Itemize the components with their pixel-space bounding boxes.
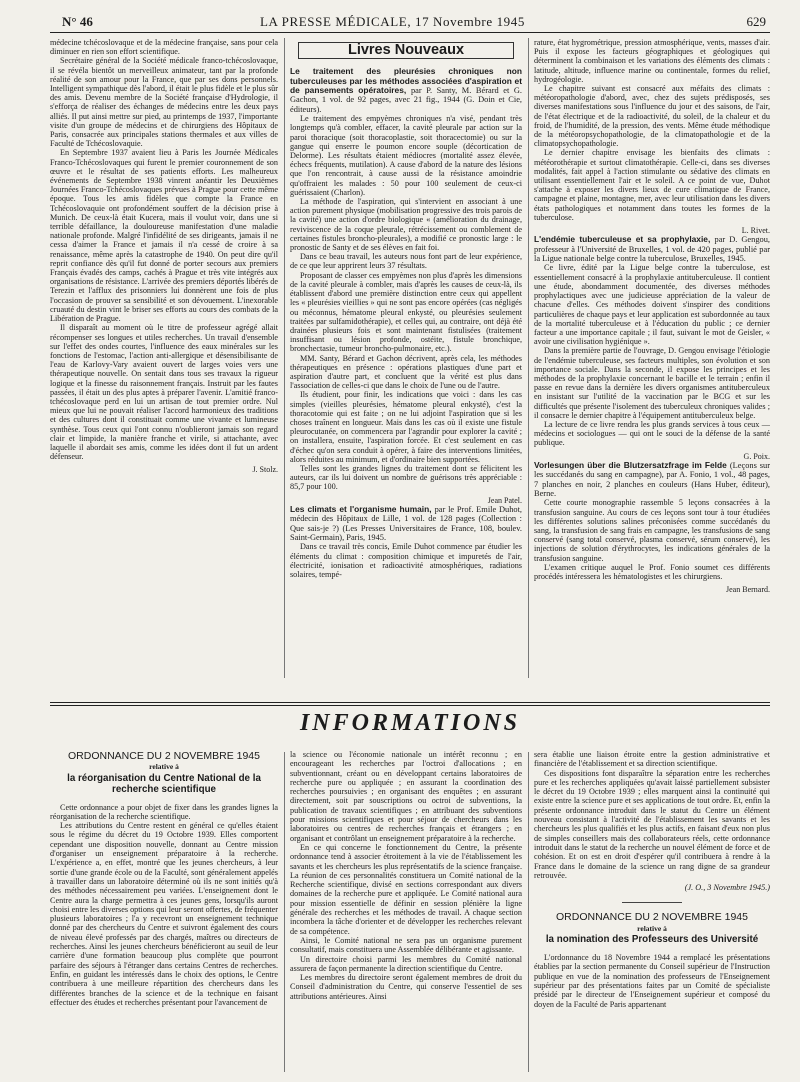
book-title [534, 461, 770, 499]
paragraph: Telles sont les grandes lignes du traitement dont se félicitent les auteurs, car ils lui doivent un nombre de guérisons très appréciable : 85,7 pour 100. [290, 463, 522, 492]
signature: Jean Bernard. [726, 585, 770, 595]
book-title [290, 505, 522, 543]
column-rule [284, 752, 285, 1072]
page-number: 629 [746, 14, 766, 29]
paragraph: médecine tchécoslovaque et de la médecine française, sans pour cela diminuer en rien son effort scientifique. [50, 38, 278, 57]
book-title-text: Le traitement des pleurésies chroniques non tuberculeuses par les méthodes associées d'aspiration et de pansements opératoires, [290, 66, 522, 96]
paragraph: Dans ce travail très concis, Emile Duhot commence par étudier les éléments du climat : composition chimique et impuretés de l'air, électricité, ionisation et radioactivité atmosphériques, radiations solaires, tempé- [290, 542, 522, 579]
book-meta: par P. Santy, M. Bérard et G. Gachon, 1 vol. de 92 pages, avec 21 fig., 1944 (G. Doin et Cie, éditeurs). [290, 86, 522, 114]
paragraph: Le dernier chapitre envisage les bienfaits des climats : météorothérapie et surtout climatothérapie. Celle-ci, dans ses diverses modalités, fait appel à l'action stimulante ou sédative des climats en utilisant essentiellement l'air et le soleil. A ce point de vue, Duhot s'attache à exposer les divers lieux de cure climatique de France, campagne et plaine, montagne, mer, avec leur utilisation dans les divers états pathologiques et notamment dans toutes les formes de la tuberculose. [534, 148, 770, 222]
ordinance-heading: ORDONNANCE DU 2 NOVEMBRE 1945 [556, 911, 748, 924]
book-title [290, 67, 522, 114]
paragraph: Proposant de classer ces empyèmes non plus d'après les dimensions de la cavité pleurale à combler, mais d'après les causes de ceux-là, ils établissent d'abord une première distinction entre ceux qui appellent les « pleurésies vieillies » qui ne sont pas encore opérées (cas négligés ou méconnus, hématome pleural enkysté, ou pleurésies seulement traitées par sulfamidothérapie), et celles qui, au contraire, ont déjà été drainées plusieurs fois et sont maintenant fistulisées (traitement insuffisant ou lésion profonde, ostéite, fistule bronchique, bronchectasie, tumeur broncho-pulmonaire, etc.). [290, 270, 522, 354]
paragraph: L'examen critique auquel le Prof. Fonio soumet ces différents procédés intéressera les hématologistes et les chirurgiens. [534, 562, 770, 581]
page-header [50, 10, 770, 33]
paragraph: Cette ordonnance a pour objet de fixer dans les grandes lignes la réorganisation de la recherche scientifique. [50, 802, 278, 821]
signature: J. Stolz. [252, 465, 278, 475]
ordinance-heading: ORDONNANCE DU 2 NOVEMBRE 1945 [68, 750, 260, 762]
book-reviews-column-2 [534, 38, 770, 688]
ordinance-subject: la réorganisation du Centre National de la recherche scientifique [67, 772, 261, 795]
info-column-2 [290, 750, 522, 1070]
paragraph: la science ou l'économie nationale un intérêt reconnu ; en encourageant les recherches par l'octroi d'allocations ; en subventionnant, créant ou en développant certains laboratoires de recherche pure ou appliquée ; en assurant la coordination des recherches poursuivies ; en organisant des enquêtes ; en assurant directement, soit par souscriptions ou octroi de subventions, la publication de travaux scientifiques ; en attribuant des subventions pour missions scientifiques et pour séjour de chercheurs dans les laboratoires ou centres de recherches français et étrangers ; en organisant et contrôlant un enseignement préparatoire à la recherche. [290, 750, 522, 843]
issue-number: N° 46 [62, 14, 93, 29]
book-meta: (Leçons sur les succédanés du sang en campagne), par A. Fonio, 1 vol., 48 pages, 7 planches en noir, 2 planches en couleurs (Hans Huber, éditeur), Berne. [534, 460, 770, 498]
paragraph: Un directoire choisi parmi les membres du Comité national assurera de façon permanente la direction scientifique du Centre. [290, 954, 522, 973]
divider [622, 902, 682, 903]
paragraph: MM. Santy, Bérard et Gachon décrivent, après cela, les méthodes thérapeutiques en présence : opérations plastiques d'une part et aspiration d'autre part, et concluent que la vérité est plus dans l'association de celles-ci que dans le choix de l'une ou de l'autre. [290, 353, 522, 391]
paragraph: Cette courte monographie rassemble 5 leçons consacrées à la transfusion sanguine. Au cours de ces leçons sont tour à tour étudiées les différentes solutions salines préconisées comme succédanés du sang, la transfusion de sang frais en campagne, les transfusions de sang conservé (sang total conservé, plasma conservé, sérum conservé), les injections de solution d'érythrocytes, les indications générales de la transfusion sanguine. [534, 498, 770, 563]
obituary-column [50, 38, 278, 688]
paragraph: L'ordonnance du 18 Novembre 1944 a remplacé les présentations établies par la section permanente du Conseil supérieur de l'Instruction publique en vue de la nomination des professeurs de l'Enseignement supérieur par des présentations faites par un Comité de spécialiste présidé par le directeur de l'Enseignement supérieur et composé du doyen de la Faculté de Paris appartenant [534, 953, 770, 1009]
paragraph: Ils étudient, pour finir, les indications que voici : dans les cas simples (vieilles pleurésies, hématome pleural enkysté), c'est la thoracotomie qui est faite ; on ne lui adjoint l'aspiration que si les choses traînent en longueur. Mais dans les cas où il existe une fistule pleurocutanée, on commencera par l'agrandir pour explorer la cavité ; on installera, ensuite, l'aspiration forcée. Et c'est seulement en cas d'échec qu'on sera conduit à opérer, à faire des interventions limitées, alors réduites au minimum, et d'ordinaire bien supportées. [290, 390, 522, 464]
paragraph: Ce livre, édité par la Ligue belge contre la tuberculose, est essentiellement consacré à la prophylaxie antituberculeuse. Il contient une étude, abondamment documentée, des diverses méthodes prophylactiques avec une judicieuse appréciation de la valeur de chacune d'elles. Ces méthodes doivent s'inspirer des conditions particulières de chaque pays et leur application est subordonnée au taux de la mortalité tuberculeuse et à l'éducation du public ; ce dernier facteur a une importance capitale ; il faut, suivant le mot de Geisler, « avoir une civilisation hygiénique ». [534, 263, 770, 347]
paragraph: sera établie une liaison étroite entre la gestion administrative et financière de l'établissement et sa direction scientifique. [534, 750, 770, 769]
book-meta: par D. Gengou, professeur à l'Université de Bruxelles, 1 vol. de 420 pages, publié par la Ligue nationale belge contre la tuberculose, Bruxelles, 1945. [534, 235, 770, 264]
paragraph: En ce qui concerne le fonctionnement du Centre, la présente ordonnance tend à associer étroitement à la vie de l'établissement les savants et les chercheurs les plus représentatifs de la science française. La réunion de ces personnalités constituera un Comité national de la Recherche scientifique, divisé en sections correspondant aux divers domaines de la recherche pure et appliquée. Le Comité national aura pour mission essentielle de définir en session plénière la ligne générale des recherches et les méthodes de travail. A chaque section incombera la tâche d'orienter et de développer les recherches relevant de sa compétence. [290, 842, 522, 936]
column-rule [528, 752, 529, 1072]
divider [50, 705, 770, 706]
ordinance-subject: la nomination des Professeurs des Université [545, 934, 759, 946]
journal-title: LA PRESSE MÉDICALE, 17 Novembre 1945 [260, 14, 525, 29]
journal-officiel-ref: (J. O., 3 Novembre 1945.) [684, 883, 770, 893]
paragraph: Ces dispositions font disparaître la séparation entre les recherches pure et les recherches appliquées qu'avait laissé partiellement subsister le décret du 19 Octobre 1939 ; elles marquent ainsi la continuité qui existe entre la science pure et ses applications de tout ordre. Et, enfin la présente ordonnance introduit dans le statut du Centre un élément nouveau consistant à l'activité de l'établissement les savants et les chercheurs les plus qualifiés et les plus actifs, en faisant d'eux non plus de simples conseillers mais des collaborateurs réels, cette ordonnance introduit dans le statut de la recherche un nouvel élément de force et de cohésion. Et on est en droit d'espérer qu'il contribuera à rendre à la France dans le domaine de la science un rang digne de sa grandeur retrouvée. [534, 768, 770, 880]
info-column-3 [534, 750, 770, 1070]
signature: L. Rivet. [741, 226, 770, 236]
paragraph: Les attributions du Centre restent en général ce qu'elles étaient sous le régime du décret du 19 Octobre 1939. Elles comportent cependant une disposition nouvelle, donnant au Centre mission d'organiser un enseignement préparatoire à la recherche. L'expérience a, en effet, montré que les jeunes chercheurs, à leur sortie d'une grande école ou de la Faculté, sont généralement appelés à travailler dans un laboratoire déterminé où ils ne sont initiés qu'à des méthodes nécessairement peu variées. L'enseignement dont le Centre aura la charge permettra à ces jeunes gens, lorsqu'ils auront choisi entre les diverses options qui leur seront offertes, de fréquenter plusieurs laboratoires ; l'a y recevront un enseignement technique donné par des chercheurs du Centre et suivront également des cours de niveau élevé professés par des chargés, maîtres ou directeurs de recherches. Ainsi les jeunes chercheurs bénéficieront au seuil de leur carrière d'une formation beaucoup plus complète que pourront parfaire des séjours à l'étranger dans certains Centres de recherches. Enfin, en guidant les intéressés dans le choix des options, le Centre contribuera à une meilleure répartition des chercheurs dans les différentes branches de la science et de la technique en faisant effectuer des études et recherches présentant pour l'avancement de [50, 821, 278, 1007]
book-reviews-column [290, 38, 522, 688]
ordinance-relative: relative à [149, 762, 179, 772]
book-title-text: L'endémie tuberculeuse et sa prophylaxie, [534, 234, 711, 245]
paragraph: Dans la première partie de l'ouvrage, D. Gengou envisage l'étiologie de l'endémie tuberculeuse, ses facteurs multiples, son évolution et son importance sociale. Dans la seconde, il expose les principes et les méthodes de la prophylaxie concernant le bacille et le terrain ; enfin il passe en revue dans la dernière les divers organismes antituberculeux en insistant sur l'utilité de la vaccination par le BCG et sur les difficultés que présente l'isolement des tuberculeux chroniques valides ; il consacre le dernier chapitre à l'équipement antituberculeux belge. [534, 346, 770, 420]
newspaper-page [50, 10, 770, 1076]
column-rule [284, 38, 285, 678]
paragraph: La méthode de l'aspiration, qui s'intervient en associant à une action purement physique (mobilisation progressive des trois parois de la cavité) une action d'ordre biologique « (amélioration du drainage, reviviscence de la coque pleurale, rétrécissement ou comblement de certaines fistules broncho-pleurales), a modifié ce pronostic large : le pronostic de Santy et de ses élèves en fait foi. [290, 197, 522, 253]
paragraph: La lecture de ce livre rendra les plus grands services à tous ceux — médecins et sociologues — qui ont le souci de la défense de la santé publique. [534, 419, 770, 448]
paragraph: rature, état hygrométrique, pression atmosphérique, vents, masses d'air. Puis il expose les facteurs géographiques et géologiques qui déterminent la combinaison et les variations des éléments des climats : latitude, altitude, influence marine ou continentale, formes du relief, hydrogéologie. [534, 38, 770, 84]
book-title-text: Vorlesungen über die Blutzersatzfrage im Felde [534, 459, 727, 470]
paragraph: Le chapitre suivant est consacré aux méfaits des climats : météoropathologie d'abord, avec, chez des sujets prédisposés, ses diverses manifestations sous l'influence du jour et des saisons, de l'air, de l'état électrique et de la radioactivité, du soleil, de la chaleur et du froid, de l'humidité, de la pression, des vents. Même étude méthodique de la météoropsychopathologie, de la climatopathologie et de la climatopsychopathologie. [534, 84, 770, 149]
signature: Jean Patel. [487, 495, 522, 505]
info-column-1 [50, 750, 278, 1070]
signature: G. Poix. [743, 451, 770, 461]
divider [50, 702, 770, 703]
informations-title: INFORMATIONS [299, 710, 521, 736]
paragraph: Les membres du directoire seront également membres de droit du Conseil d'administration du Centre, qui conserve l'essentiel de ses attributions antérieures. Ainsi [290, 973, 522, 1001]
paragraph: Dans ce beau travail, les auteurs nous font part de leur expérience, de ce que leur apprirent leurs 37 résultats. [290, 252, 522, 271]
ordinance-relative: relative à [637, 923, 667, 933]
column-rule [528, 38, 529, 678]
section-title: Livres Nouveaux [298, 42, 514, 59]
book-title [534, 235, 770, 263]
paragraph: En Septembre 1937 avaient lieu à Paris les Journée Médicales Franco-Tchécoslovaques qui furent le premier couronnement de son œuvre et le résultat de ses patients efforts. Les malheureux événements de Septembre 1938 vinrent anéantir les Deuxièmes Journées Franco-Tchécoslovaques prévues à Prague pour cette même époque. Tous les amis fidèles que compte la France en Tchécoslovaquie ont profondément souffert de la décision prise à Munich. De ceux-là était Kucera, mais il voulut voir, dans une si terrible défaillance, la douloureuse manifestation d'une maladie nationale profonde. Malgré l'infidélité de ses dirigeants, jamais il ne cessa d'aimer la France et jamais il n'a cessé de croire à sa renaissance, même après la catastrophe de 1940. On peut dire qu'il reprit confiance dès qu'il fut donné de porter secours aux premiers Français évadés des camps, cachés à Prague et très vite intégrés aux organisations de résistance. L'arrivée des premiers déportés libérés de Terezin et l'afflux des prisonniers lui donnèrent une fois de plus l'occasion de prouver sa sensibilité et son dévouement. L'inexorable cruauté du destin vint le briser ses efforts au cours des combats de la Libération de Prague. [50, 148, 278, 324]
paragraph: Secrétaire général de la Société médicale franco-tchécoslovaque, il se révéla bientôt un merveilleux animateur, tant par la profonde réalité de son amour pour la France, que par ses dons personnels. Intelligent sympathique dès l'abord, il était le plus fidèle et le plus sûr des amis. Devenu membre de la Société française d'Hydrologie, il s'efforça de réaliser des échanges de médecins entre les deux pays alliés. Il put ainsi mettre sur pied, au printemps de 1937, l'importante visite d'un groupe de médecins et de chirurgiens des Hôpitaux de Paris, consacrée aux principales stations thermales et aux villes de Faculté de Tchécoslovaquie. [50, 56, 278, 149]
informations-banner [50, 700, 770, 740]
paragraph: Le traitement des empyèmes chroniques n'a visé, pendant très longtemps qu'à combler, effacer, la cavité pleurale par action sur la paroi thoracique (soit thoracoplastie, soit thoracectomie) ou sur la gangue qui enserre le poumon encore souple (décortication de Delorme). Les résultats étaient médiocres (mortalité assez élevée, échecs fréquents, mutilation). A cause d'abord de la nature des lésions que l'on rencontrait, à cause aussi de la résistance amoindrie qu'offraient les malades : 50 pour 100 seulement de ceux-ci guérissaient (Charlon). [290, 114, 522, 197]
paragraph: Il disparaît au moment où le titre de professeur agrégé allait récompenser ses longues et utiles recherches. Un travail d'ensemble sur l'effet des ondes courtes, l'influence des eaux minérales sur les fonctions de l'estomac, l'action anti-allergique et désensibilisante de l'eau de Karlovy-Vary avaient ouvert de larges voies vers une thérapeutique nouvelle. On sentait dans tous ses travaux la rigueur logique et la finesse du raisonnement français. Instruit par les fautes passées, il était un des plus aptes à préparer l'avenir. L'amitié franco-tchécoslovaque perd en lui un artisan de tout premier ordre. Nul mieux que lui ne pouvait réaliser l'accord harmonieux des traditions et des cultures dont il constituait comme une vivante et lumineuse synthèse. Tous ceux qui l'ont connu n'oublieront jamais son regard clair et limpide, la manière franche et virile, si attachante, avec laquelle il abordait ses amis, comme les idées dont il fut un ardent défenseur. [50, 323, 278, 462]
book-meta: par le Prof. Emile Duhot, médecin des Hôpitaux de Lille, 1 vol. de 128 pages (Collection : Que sais-je ?) (Les Presses Universitaires de France, 108, boulev. Saint-Germain), Paris, 1945. [290, 504, 522, 542]
book-title-text: Les climats et l'organisme humain, [290, 503, 432, 514]
paragraph: Ainsi, le Comité national ne sera pas un organisme purement consultatif, mais constituera une Assemblée délibérante et agissante. [290, 935, 522, 955]
